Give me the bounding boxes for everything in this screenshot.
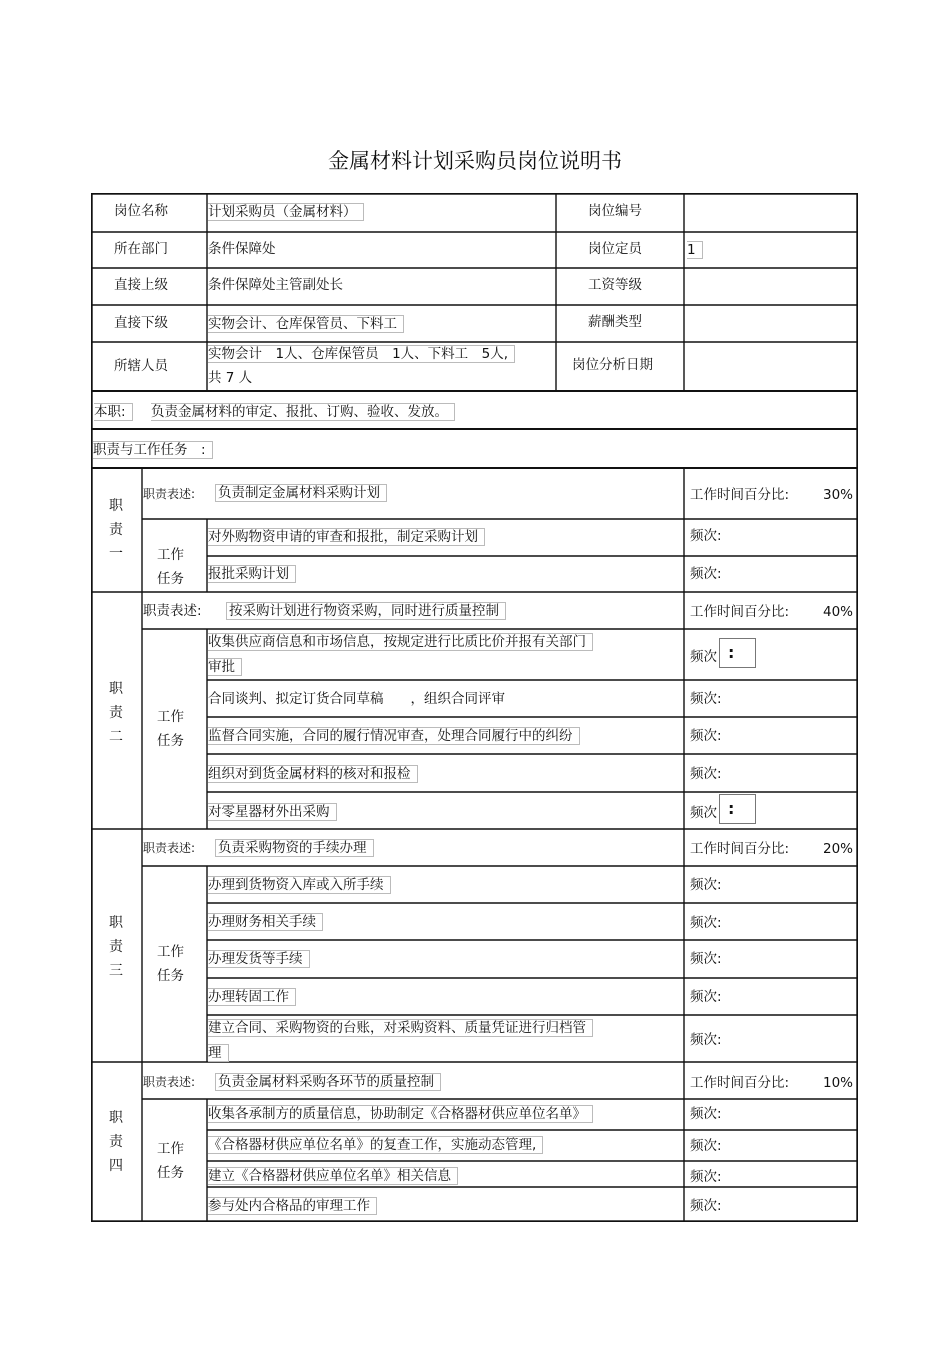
duty4-task-4-freq: 频次: [690,1198,722,1214]
duty1-task-2: 报批采购计划 [208,565,296,583]
duty2-task-2-freq: 频次: [690,691,722,707]
duty3-task-3-freq: 频次: [690,951,722,967]
value-staff-line2: 共 7 人 [208,370,253,386]
label-headcount: 岗位定员 [588,241,642,257]
duty2-task-3: 监督合同实施，合同的履行情况审查，处理合同履行中的纠纷 [208,727,580,745]
duty4-desc-label: 职责表述: [143,1075,196,1089]
duty1-task-1-freq: 频次: [690,528,722,544]
value-superior: 条件保障处主管副处长 [208,277,343,293]
duty4-pct: 10% [823,1075,854,1091]
duty4-task-3: 建立《合格器材供应单位名单》相关信息 [208,1167,458,1185]
label-staff: 所辖人员 [114,358,168,374]
label-pay-type: 薪酬类型 [588,314,642,330]
duty2-pct: 40% [823,604,854,620]
duty1-pct-label: 工作时间百分比: [690,487,790,503]
duty3-task-5-freq: 频次: [690,1032,722,1048]
duty4-pct-label: 工作时间百分比: [690,1075,790,1091]
duty3-task-2: 办理财务相关手续 [208,913,323,931]
duty3-task-1-freq: 频次: [690,877,722,893]
duty3-pct-label: 工作时间百分比: [690,841,790,857]
duty2-task-1-line1: 收集供应商信息和市场信息，按规定进行比质比价并报有关部门 [208,633,593,651]
duty4-desc: 负责金属材料采购各环节的质量控制 [215,1073,441,1091]
duty3-label: 职 责 三 [109,915,123,979]
duty3-task-5-line1: 建立合同、采购物资的台账，对采购资料、质量凭证进行归档管 [208,1019,593,1037]
duty4-task-1-freq: 频次: [690,1106,722,1122]
label-department: 所在部门 [114,241,168,257]
duty2-task-3-freq: 频次: [690,728,722,744]
duty2-desc-label: 职责表述: [143,603,202,619]
document-title: 金属材料计划采购员岗位说明书 [328,149,622,173]
duty2-task-label: 工作 任务 [157,709,184,749]
duty2-task-5-freq-box: : [719,794,756,824]
duty2-task-1-freq-box: : [719,638,756,668]
duty4-task-2-freq: 频次: [690,1138,722,1154]
duty2-task-4-freq: 频次: [690,766,722,782]
duty3-task-4-freq: 频次: [690,989,722,1005]
duty2-task-5: 对零星器材外出采购 [208,803,337,821]
duty2-task-1-freq: 频次 [690,649,717,665]
duty3-task-3: 办理发货等手续 [208,950,310,968]
duty1-desc-label: 职责表述: [143,487,196,501]
value-subordinates: 实物会计、仓库保管员、下料工 [208,315,404,333]
duty3-pct: 20% [823,841,854,857]
duty2-task-1-line2: 审批 [208,658,242,676]
label-analysis-date: 岗位分析日期 [572,357,653,373]
duty4-label: 职 责 四 [109,1110,123,1174]
value-headcount: 1 [687,241,703,259]
label-subordinates: 直接下级 [114,315,168,331]
value-job-title: 计划采购员（金属材料） [208,203,364,221]
duty2-task-2: 合同谈判、拟定订货合同草稿 ，组织合同评审 [208,691,505,707]
duty3-desc-label: 职责表述: [143,841,196,855]
duty4-task-2: 《合格器材供应单位名单》的复查工作，实施动态管理, [208,1136,543,1154]
label-salary-grade: 工资等级 [588,277,642,293]
duty1-label: 职 责 一 [109,498,123,562]
label-job-number: 岗位编号 [588,203,642,219]
duty3-task-2-freq: 频次: [690,915,722,931]
duty3-task-4: 办理转固工作 [208,988,296,1006]
main-duty-text: 负责金属材料的审定、报批、订购、验收、发放。 [151,403,455,421]
value-staff-line1: 实物会计 1人、仓库保管员 1人、下料工 5人, [208,345,515,363]
duty2-label: 职 责 二 [109,681,123,745]
value-department: 条件保障处 [208,241,276,257]
duty1-task-2-freq: 频次: [690,566,722,582]
duty3-desc: 负责采购物资的手续办理 [215,839,374,857]
duty2-task-4: 组织对到货金属材料的核对和报检 [208,765,418,783]
duty3-task-label: 工作 任务 [157,944,184,984]
duty2-task-5-freq: 频次 [690,805,717,821]
duty1-desc: 负责制定金属材料采购计划 [215,484,387,502]
duty1-task-label: 工作 任务 [157,547,184,587]
duty2-desc: 按采购计划进行物资采购，同时进行质量控制 [226,602,506,620]
duties-header: 职责与工作任务 : [93,441,213,459]
main-duty-label: 本职: [94,403,133,421]
duty4-task-4: 参与处内合格品的审理工作 [208,1197,377,1215]
duty2-pct-label: 工作时间百分比: [690,604,790,620]
label-superior: 直接上级 [114,277,168,293]
duty4-task-label: 工作 任务 [157,1141,184,1181]
duty4-task-3-freq: 频次: [690,1169,722,1185]
job-description-table [91,193,858,1222]
duty1-pct: 30% [823,487,854,503]
duty3-task-5-line2: 理 [208,1044,229,1062]
label-job-title: 岗位名称 [114,203,168,219]
duty1-task-1: 对外购物资申请的审查和报批，制定采购计划 [208,528,485,546]
duty4-task-1: 收集各承制方的质量信息，协助制定《合格器材供应单位名单》 [208,1105,593,1123]
duty3-task-1: 办理到货物资入库或入所手续 [208,876,391,894]
